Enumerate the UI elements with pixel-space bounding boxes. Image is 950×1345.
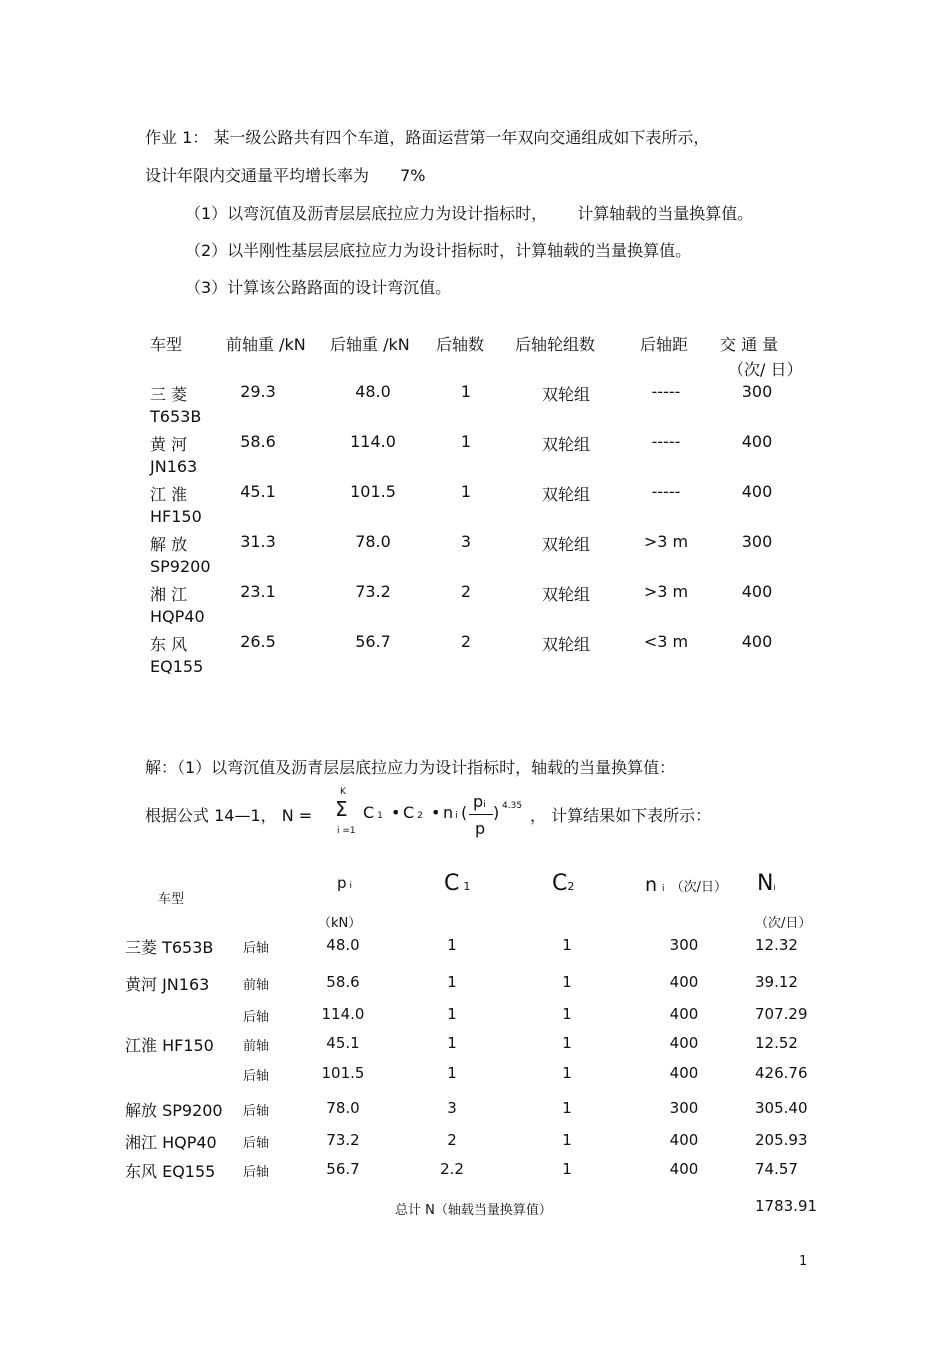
intro-line-2: [145, 163, 426, 186]
row-axle-type: 后轴: [243, 1069, 270, 1084]
row-c2: 1: [562, 1034, 572, 1052]
header-traffic-unit: （次/ 日）: [728, 360, 803, 379]
row-wheel-group: 双轮组: [541, 435, 590, 454]
row-equivalent: 12.52: [755, 1034, 798, 1052]
row-traffic: 400: [669, 973, 699, 991]
growth-rate-value: 7%: [400, 166, 426, 185]
row-equivalent: 12.32: [755, 936, 798, 954]
sum-upper-limit: K: [340, 787, 346, 797]
row-front-axle: 45.1: [240, 482, 276, 501]
row-rear-count: 2: [460, 582, 472, 601]
row-vehicle: 三菱 T653B: [125, 938, 214, 957]
row-traffic: 300: [741, 532, 773, 551]
row-axle-spacing: >3 m: [643, 582, 689, 601]
row-vehicle: 黄河 JN163: [125, 975, 210, 994]
sum-lower-limit: i =1: [337, 826, 356, 836]
paren-close: ): [493, 803, 500, 822]
header-col-rear-axle: 后轴重 /kN: [330, 335, 410, 354]
row-front-axle: 23.1: [240, 582, 276, 601]
row-vehicle-model: HQP40: [150, 607, 205, 626]
row-equivalent: 426.76: [755, 1064, 808, 1082]
fraction-bar: [469, 814, 493, 815]
row-front-axle: 29.3: [240, 382, 276, 401]
row-vehicle: 解放 SP9200: [125, 1101, 223, 1120]
formula-c1: C 1: [363, 803, 383, 822]
header-col-axle-spacing: 后轴距: [640, 335, 689, 354]
row-axle-spacing: >3 m: [643, 532, 689, 551]
growth-rate-label: 设计年限内交通量平均增长率为: [145, 166, 370, 185]
solution-line-1: 解：（1）以弯沉值及沥青层层底拉应力为设计指标时，轴载的当量换算值：: [145, 758, 676, 777]
row-traffic: 400: [669, 1034, 699, 1052]
row-traffic: 400: [741, 582, 773, 601]
row-axle-spacing: -----: [651, 482, 681, 501]
row-c2: 1: [562, 1064, 572, 1082]
row-equivalent: 707.29: [755, 1005, 808, 1023]
row-traffic: 400: [669, 1160, 699, 1178]
row-traffic: 400: [669, 1131, 699, 1149]
row-vehicle-model: EQ155: [150, 657, 204, 676]
formula-suffix: ， 计算结果如下表所示：: [530, 806, 712, 825]
row-rear-axle: 78.0: [355, 532, 391, 551]
row-traffic: 300: [669, 936, 699, 954]
question-1-part-a: （1）以弯沉值及沥青层层底拉应力为设计指标时，: [185, 204, 548, 223]
row-vehicle-name: 解 放: [150, 535, 188, 554]
dot-2: •: [431, 803, 441, 822]
row-vehicle-model: T653B: [150, 407, 202, 426]
row-wheel-group: 双轮组: [541, 585, 590, 604]
row-c1: 2: [447, 1131, 457, 1149]
row-c2: 1: [562, 1131, 572, 1149]
row-vehicle-name: 东 风: [150, 635, 188, 654]
row-rear-count: 1: [460, 382, 472, 401]
row-c2: 1: [562, 1099, 572, 1117]
question-3: （3）计算该公路路面的设计弯沉值。: [185, 278, 452, 297]
row-axle-load: 45.1: [326, 1034, 360, 1052]
row-axle-spacing: -----: [651, 382, 681, 401]
row-axle-load: 73.2: [326, 1131, 360, 1149]
row-c1: 1: [447, 1005, 457, 1023]
row-vehicle: 东风 EQ155: [125, 1162, 216, 1181]
question-1-part-b: 计算轴载的当量换算值。: [577, 204, 754, 223]
row-front-axle: 58.6: [240, 432, 276, 451]
header-N: Ni: [757, 871, 776, 896]
formula-c2: C 2: [403, 803, 423, 822]
exponent: 4.35: [502, 801, 523, 811]
row-rear-count: 3: [460, 532, 472, 551]
row-c1: 1: [447, 936, 457, 954]
header-n: ni （次/日）: [645, 874, 727, 896]
row-traffic: 300: [741, 382, 773, 401]
row-rear-axle: 101.5: [350, 482, 396, 501]
row-c1: 1: [447, 1064, 457, 1082]
header-p-unit: （kN）: [318, 916, 362, 931]
header-N-unit: （次/日）: [755, 916, 812, 931]
header-col-wheel-group: 后轴轮组数: [515, 335, 596, 354]
row-axle-load: 56.7: [326, 1160, 360, 1178]
row-rear-count: 1: [460, 432, 472, 451]
header-col-rear-count: 后轴数: [436, 335, 485, 354]
fraction-numerator: pi: [473, 792, 486, 811]
row-rear-count: 2: [460, 632, 472, 651]
formula-n: ni: [443, 803, 458, 822]
header-c2: C2: [552, 871, 575, 896]
row-equivalent: 74.57: [755, 1160, 798, 1178]
row-c1: 2.2: [440, 1160, 464, 1178]
question-2: （2）以半刚性基层层底拉应力为设计指标时，计算轴载的当量换算值。: [185, 241, 692, 260]
row-traffic: 300: [669, 1099, 699, 1117]
row-front-axle: 31.3: [240, 532, 276, 551]
header-model: 车型: [158, 892, 185, 907]
row-c2: 1: [562, 936, 572, 954]
header-c1: C 1: [444, 871, 471, 896]
row-axle-load: 48.0: [326, 936, 360, 954]
row-c2: 1: [562, 973, 572, 991]
row-axle-type: 后轴: [243, 1136, 270, 1151]
row-vehicle-name: 湘 江: [150, 585, 188, 604]
row-equivalent: 205.93: [755, 1131, 808, 1149]
row-front-axle: 26.5: [240, 632, 276, 651]
row-vehicle-name: 江 淮: [150, 485, 188, 504]
row-c2: 1: [562, 1005, 572, 1023]
row-equivalent: 305.40: [755, 1099, 808, 1117]
row-rear-axle: 114.0: [350, 432, 396, 451]
row-rear-count: 1: [460, 482, 472, 501]
row-axle-load: 114.0: [321, 1005, 365, 1023]
row-c2: 1: [562, 1160, 572, 1178]
header-col-front-axle: 前轴重 /kN: [226, 335, 306, 354]
row-axle-load: 101.5: [321, 1064, 365, 1082]
row-traffic: 400: [741, 482, 773, 501]
row-vehicle-name: 三 菱: [150, 385, 188, 404]
dot-1: •: [391, 803, 401, 822]
row-axle-type: 后轴: [243, 1104, 270, 1119]
question-1: [185, 201, 753, 224]
row-equivalent: 39.12: [755, 973, 798, 991]
row-wheel-group: 双轮组: [541, 485, 590, 504]
fraction-denominator: p: [475, 819, 486, 838]
row-vehicle-model: SP9200: [150, 557, 211, 576]
header-p: pi: [337, 874, 353, 892]
total-value: 1783.91: [755, 1197, 818, 1215]
row-rear-axle: 73.2: [355, 582, 391, 601]
sum-symbol: Σ: [335, 797, 348, 821]
row-axle-load: 78.0: [326, 1099, 360, 1117]
row-wheel-group: 双轮组: [541, 385, 590, 404]
intro-line-1: 作业 1： 某一级公路共有四个车道，路面运营第一年双向交通组成如下表所示，: [145, 128, 710, 147]
row-rear-axle: 48.0: [355, 382, 391, 401]
formula-prefix: 根据公式 14—1， N =: [145, 806, 313, 825]
row-axle-spacing: -----: [651, 432, 681, 451]
row-traffic: 400: [741, 432, 773, 451]
row-traffic: 400: [669, 1005, 699, 1023]
row-c1: 1: [447, 1034, 457, 1052]
page-number: 1: [799, 1254, 808, 1269]
row-vehicle: 江淮 HF150: [125, 1036, 214, 1055]
row-axle-type: 后轴: [243, 1010, 270, 1025]
row-vehicle: 湘江 HQP40: [125, 1133, 217, 1152]
row-traffic: 400: [741, 632, 773, 651]
row-vehicle-model: JN163: [150, 457, 198, 476]
row-axle-type: 后轴: [243, 941, 270, 956]
row-wheel-group: 双轮组: [541, 635, 590, 654]
row-c1: 1: [447, 973, 457, 991]
total-label: 总计 N（轴载当量换算值）: [395, 1203, 552, 1218]
row-wheel-group: 双轮组: [541, 535, 590, 554]
row-rear-axle: 56.7: [355, 632, 391, 651]
row-vehicle-name: 黄 河: [150, 435, 188, 454]
row-vehicle-model: HF150: [150, 507, 202, 526]
row-axle-type: 后轴: [243, 1165, 270, 1180]
row-traffic: 400: [669, 1064, 699, 1082]
header-col-model: 车型: [150, 335, 183, 354]
row-axle-type: 前轴: [243, 978, 270, 993]
row-c1: 3: [447, 1099, 457, 1117]
row-axle-type: 前轴: [243, 1039, 270, 1054]
paren-open: (: [461, 803, 468, 822]
row-axle-load: 58.6: [326, 973, 360, 991]
header-col-traffic: 交 通 量: [720, 335, 779, 354]
row-axle-spacing: <3 m: [643, 632, 689, 651]
